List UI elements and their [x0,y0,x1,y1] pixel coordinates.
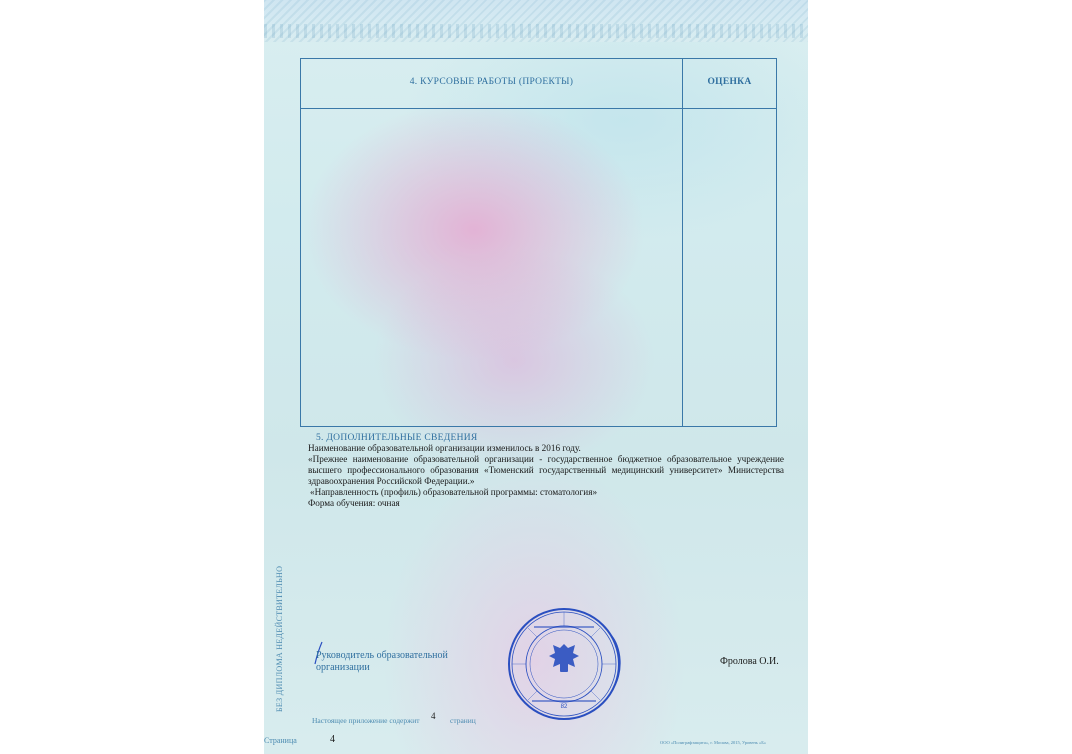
info-line: Форма обучения: очная [308,498,400,508]
info-line: «Прежнее наименование образовательной организации - государственное бюджетное образовательное учреждение высшего профессионального образования «Тюменский государственный медицинский университет» Министерства здравоохранения Российской Федерации.» [308,454,784,486]
additional-info-title: 5. ДОПОЛНИТЕЛЬНЫЕ СВЕДЕНИЯ [316,433,478,443]
pages-count: 4 [431,711,436,721]
printer-imprint: ООО «Полиграфзащита», г. Москва, 2015, Уровень «Б» [660,740,767,745]
grade-column-header: ОЦЕНКА [707,77,752,87]
signer-title-line: организации [316,662,370,673]
security-pattern-band [264,0,808,42]
signer-title-line: Руководитель образовательной [316,650,448,661]
guilloche-strip [264,24,808,38]
page-number: 4 [330,734,335,745]
additional-info-text [308,443,784,509]
pages-count-note [312,711,476,725]
table-column-divider [682,59,683,426]
page-label: Страница [264,736,297,745]
signer-title [316,650,448,674]
table-header-divider [301,108,776,109]
info-line: «Направленность (профиль) образовательной программы: стоматология» [310,487,598,497]
official-seal-icon [504,604,624,724]
pages-note-suffix: страниц [450,716,476,725]
pages-note-prefix: Настоящее приложение содержит [312,716,420,725]
validity-side-note: БЕЗ ДИПЛОМА НЕДЕЙСТВИТЕЛЬНО [275,565,284,712]
diploma-supplement-page [264,0,808,754]
coursework-column-header: 4. КУРСОВЫЕ РАБОТЫ (ПРОЕКТЫ) [409,77,574,87]
seal-number: 82 [560,704,568,710]
signer-name: Фролова О.И. [720,656,779,667]
info-line: Наименование образовательной организации изменилось в 2016 году. [308,443,581,453]
coursework-table [300,58,777,427]
